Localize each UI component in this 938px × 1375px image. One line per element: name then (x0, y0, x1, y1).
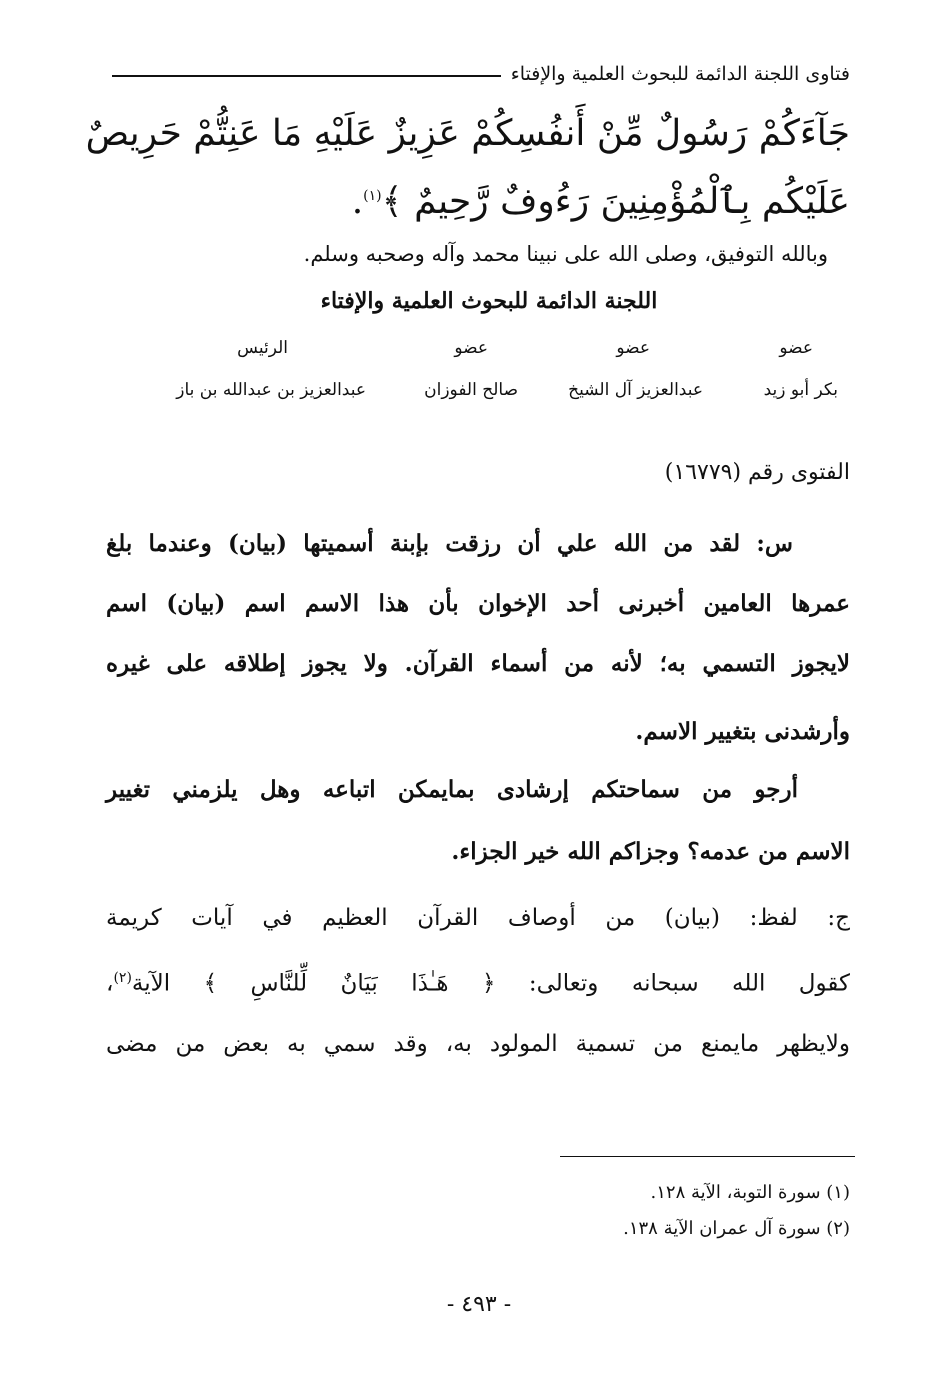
answer-line-2-comma: ، (106, 970, 114, 997)
signatory-name: بكر أبو زيد (763, 380, 838, 400)
signatory-name: صالح الفوزان (424, 380, 518, 400)
committee-name: اللجنة الدائمة للبحوث العلمية والإفتاء (320, 288, 658, 314)
header-title: فتاوى اللجنة الدائمة للبحوث العلمية والإفتاء (510, 63, 850, 85)
question-line: عمرها العامين أخبرنى أحد الإخوان بأن هذا الاسم اسم (بيان) اسم (106, 590, 850, 617)
question-line: س: لقد من الله علي أن رزقت بإبنة أسميتها (بيان) وعندما بلغ (106, 530, 793, 557)
answer-line-1: ج: لفظ: (بيان) من أوصاف القرآن العظيم في آيات كريمة (106, 905, 850, 931)
footnote-2: (٢) سورة آل عمران الآية ١٣٨. (623, 1218, 850, 1239)
signatory-role: الرئيس (237, 338, 288, 358)
answer-footnote-ref: (٢) (113, 970, 132, 986)
footnote-1: (١) سورة التوبة، الآية ١٢٨. (650, 1182, 850, 1203)
answer-line-2-text: كقول الله سبحانه وتعالى: ﴿ هَـٰذَا بَيَانٌ لِّلنَّاسِ ﴾ الآية (131, 970, 850, 997)
question-line: أرجو من سماحتكم إرشادى بمايمكن اتباعه وهل يلزمني تغيير (106, 776, 798, 803)
verse-line-1: جَآءَكُمْ رَسُولٌ مِّنْ أَنفُسِكُمْ عَزِيزٌ عَلَيْهِ مَا عَنِتُّمْ حَرِيصٌ (85, 113, 850, 154)
question-line: الاسم من عدمه؟ وجزاكم الله خير الجزاء. (451, 838, 850, 865)
verse-footnote-ref: (١) (363, 188, 382, 204)
closing-formula: وبالله التوفيق، وصلى الله على نبينا محمد وآله وصحبه وسلم. (303, 242, 828, 266)
header-rule (112, 75, 501, 77)
running-header (112, 58, 850, 90)
signatory-role: عضو (616, 338, 650, 358)
question-line: وأرشدنى بتغيير الاسم. (635, 718, 850, 745)
signatory-name: عبدالعزيز آل الشيخ (568, 380, 703, 400)
footnote-separator (560, 1156, 855, 1157)
signatory-role: عضو (779, 338, 813, 358)
signatory-role: عضو (454, 338, 488, 358)
page-number: - ٤٩٣ - (446, 1292, 512, 1317)
verse-line-2 (108, 166, 850, 232)
question-line: لايجوز التسمي به؛ لأنه من أسماء القرآن. ولا يجوز إطلاقه على غيره (106, 650, 850, 677)
signatory-name: عبدالعزيز بن عبدالله بن باز (176, 380, 366, 400)
answer-line-3: ولايظهر مايمنع من تسمية المولود به، وقد سمي به بعض من مضى (106, 1031, 850, 1057)
fatwa-number: الفتوى رقم (١٦٧٧٩) (664, 460, 850, 485)
verse-line-2-text: عَلَيْكُم بِٱلْمُؤْمِنِينَ رَءُوفٌ رَّحِيمٌ ﴾ (381, 181, 850, 222)
answer-line-2 (106, 958, 850, 1004)
verse-period: . (351, 181, 364, 222)
